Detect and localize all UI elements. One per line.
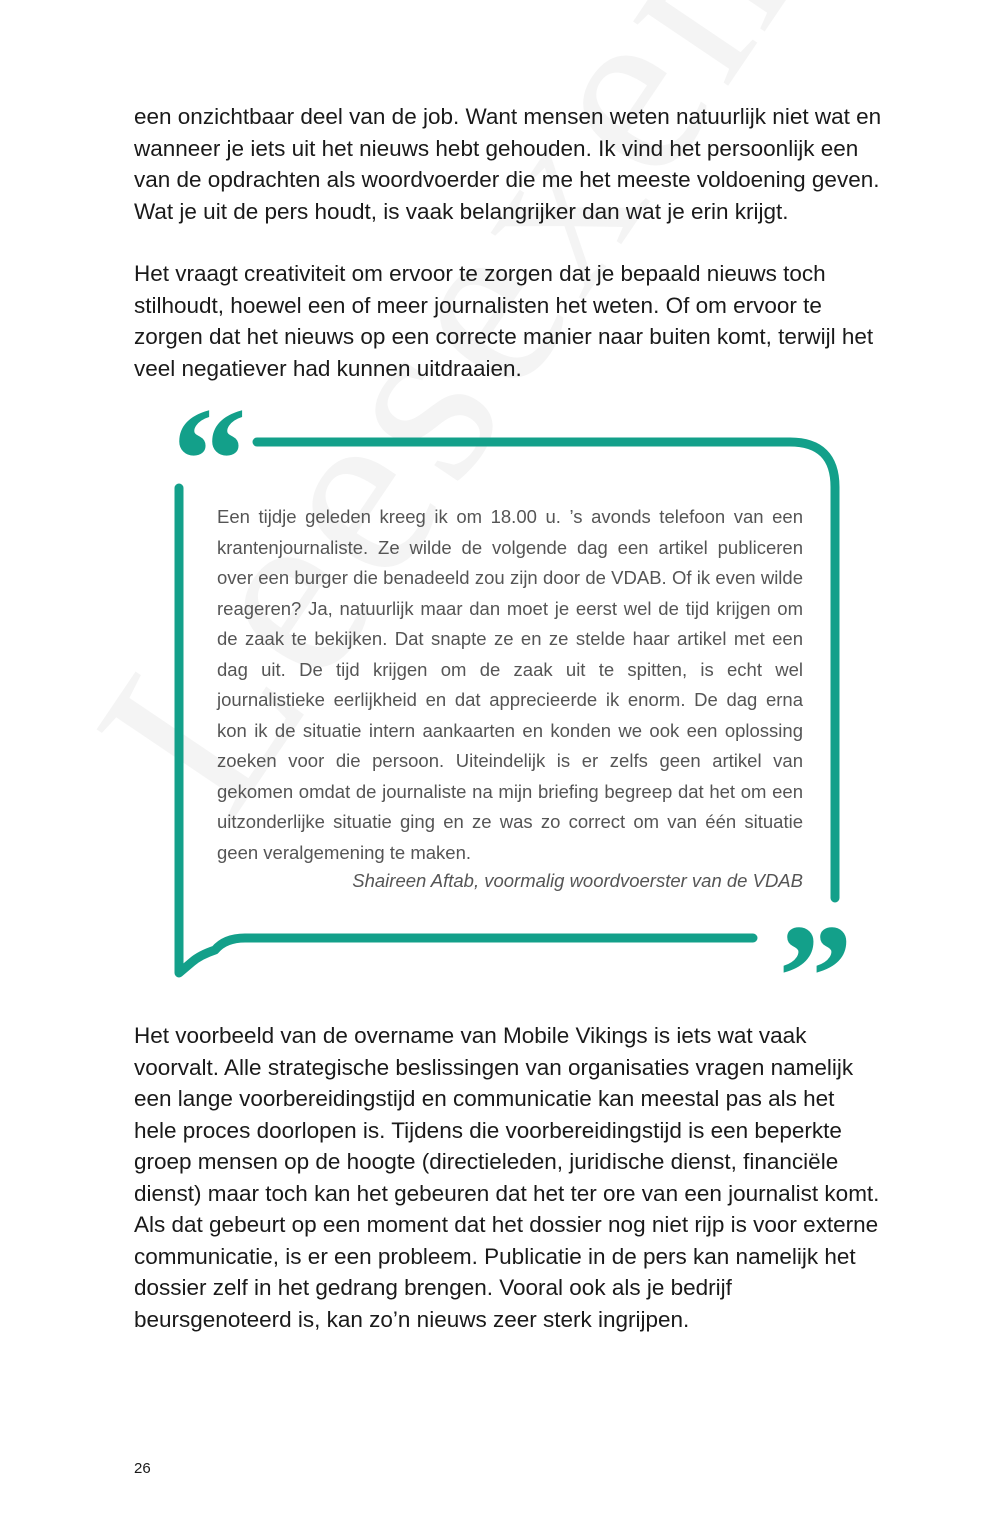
body-paragraph-1: een onzichtbaar deel van de job. Want mensen weten natuurlijk niet wat en wanneer je iets uit het nieuws hebt gehouden. Ik vind het persoonlijk een van de opdrachten als woordvoerder die me het meeste voldoening geven. Wat je uit de pers houdt, is vaak belangrijker dan wat je erin krijgt. [134, 104, 882, 224]
body-paragraph-3: Het voorbeeld van de overname van Mobile Vikings is iets wat vaak voorvalt. Alle strategische beslissingen van organisaties vragen namelijk een lange voorbereidingstijd en communicatie kan meestal pas als het hele proces doorlopen is. Tijdens die voorbereidingstijd is een beperkte groep mensen op de hoogte (directieleden, juridische dienst, financiële dienst) maar toch kan het gebeuren dat het ter ore van een journalist komt. Als dat gebeurt op een moment dat het dossier nog niet rijp is voor externe communicatie, is er een probleem. Publicatie in de pers kan namelijk het dossier zelf in het gedrang brengen. Vooral ook als je bedrijf beursgenoteerd is, kan zo’n nieuws zeer sterk ingrijpen. [134, 1023, 880, 1332]
open-quote-icon: “ [172, 377, 247, 543]
quote-author: Shaireen Aftab, voormalig woordvoerster van de VDAB [352, 870, 803, 891]
quote-text: Een tijdje geleden kreeg ik om 18.00 u. ’s avonds telefoon van een krantenjournaliste. Ze wilde de volgende dag een artikel publiceren over een burger die benadeeld zou zijn door de VDAB. Of ik even wilde reageren? Ja, natuurlijk maar dan moet je eerst wel de tijd krijgen om de zaak te bekijken. Dat snapte ze en ze stelde haar artikel met een dag uit. De tijd krijgen om de zaak uit te spitten, is echt wel journalistieke eerlijkheid en dat apprecieerde ik enorm. De dag erna kon ik de situatie intern aankaarten en konden we ook een oplossing zoeken voor die persoon. Uiteindelijk is er zelfs geen artikel van gekomen omdat de journaliste na mijn briefing begreep dat het om een uitzonderlijke situatie ging en ze was zo correct om van één situatie geen veralgemening te maken. [217, 506, 803, 863]
body-paragraph-2: Het vraagt creativiteit om ervoor te zorgen dat je bepaald nieuws toch stilhoudt, hoewel een of meer journalisten het weten. Of om ervoor te zorgen dat het nieuws op een correcte manier naar buiten komt, terwijl het veel negatiever had kunnen uitdraaien. [134, 261, 874, 381]
close-quote-icon: ” [778, 894, 853, 1060]
page-number: 26 [134, 1460, 151, 1477]
